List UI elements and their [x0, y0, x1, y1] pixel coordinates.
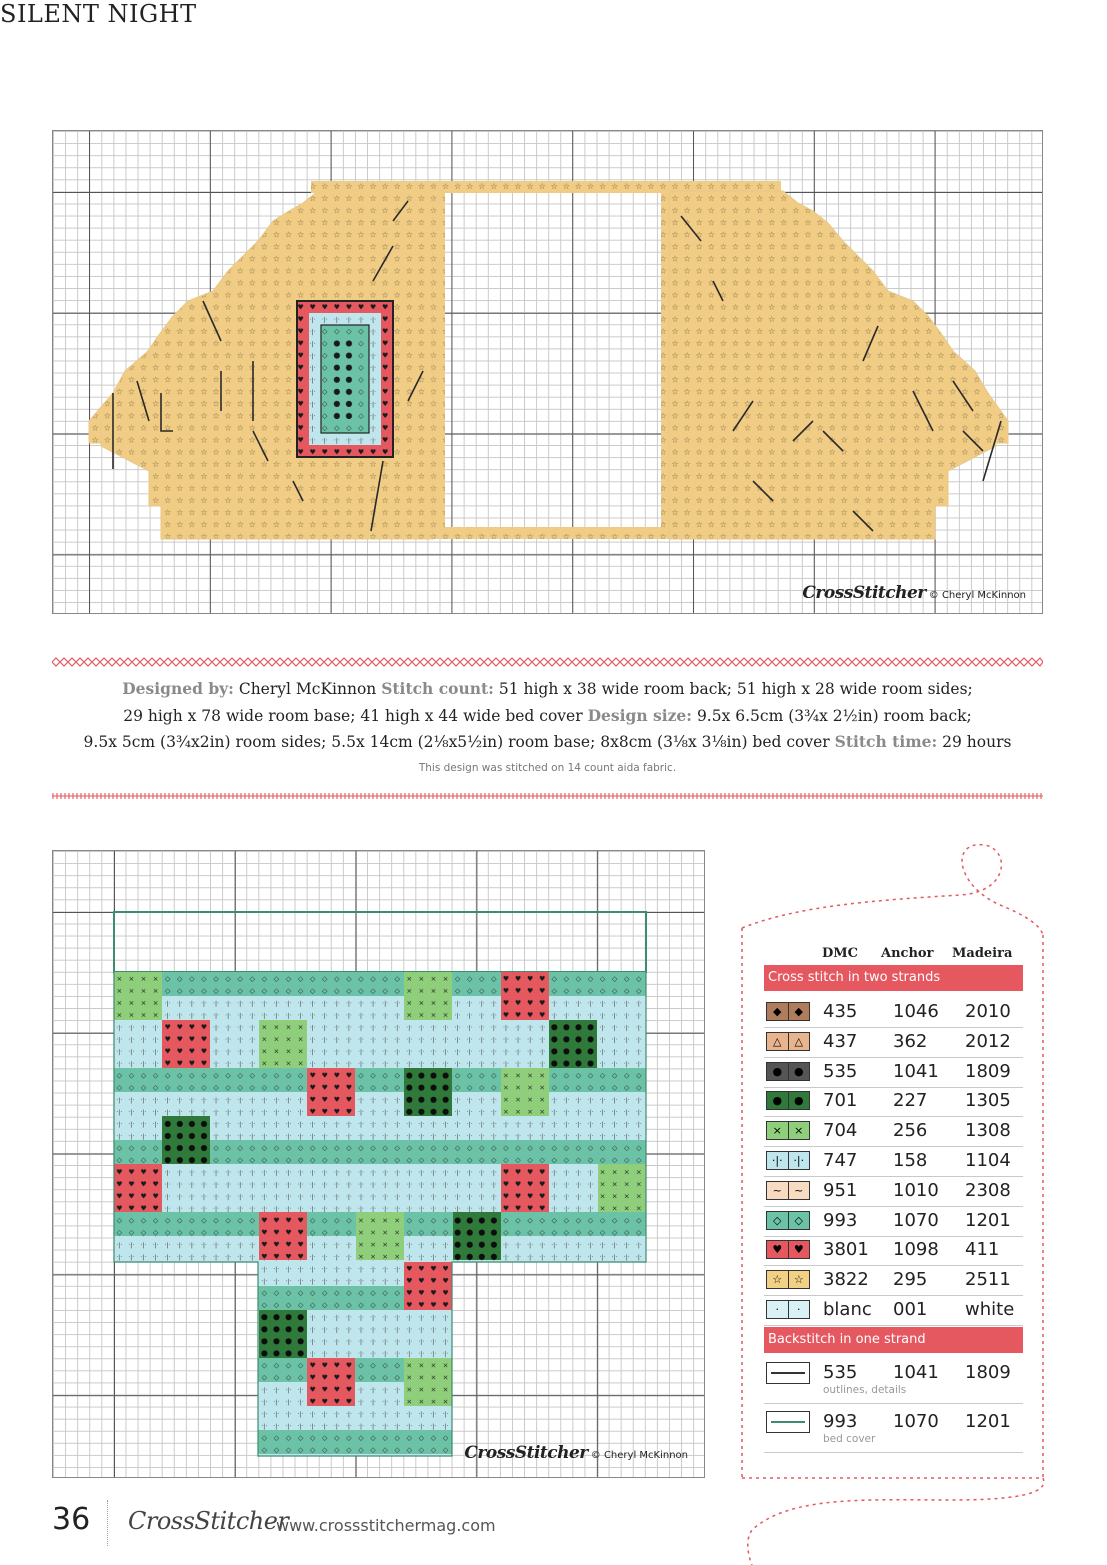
design-size-2: 9.5x 5cm (3¾x2in) room sides; 5.5x 14cm (2⅛x5½in) room base; 8x8cm (3⅛x 3⅛in) bed cover — [83, 733, 830, 751]
key-dmc-code: 535 — [823, 1060, 858, 1082]
design-size-label: Design size: — [587, 705, 692, 725]
key-madeira-code: 1201 — [965, 1209, 1011, 1231]
key-row — [764, 1237, 1023, 1266]
key-anchor-code: 295 — [893, 1269, 928, 1291]
key-dmc-code: 437 — [823, 1030, 858, 1052]
divider-bottom — [52, 791, 1043, 801]
thread-swatch — [766, 1181, 810, 1200]
key-section-cross: Cross stitch in two strands — [764, 965, 1023, 991]
key-dmc-code: 3822 — [823, 1269, 869, 1291]
swatch-symbol-icon: ·|· — [788, 1152, 810, 1169]
stitch-count-1: 51 high x 38 wide room back; 51 high x 28 wide room sides; — [498, 680, 973, 698]
key-madeira-code: 2308 — [965, 1179, 1011, 1201]
key-header-madeira: Madeira — [952, 946, 1013, 961]
chart-bed-cover — [52, 850, 705, 1478]
stitch-time-label: Stitch time: — [834, 732, 938, 751]
swatch-symbol-icon: ♥ — [767, 1241, 788, 1258]
footer-website[interactable]: www.crossstitchermag.com — [276, 1516, 496, 1535]
swatch-symbol-icon: ◆ — [788, 1003, 810, 1020]
chart-room-back-sides-drawing — [53, 131, 1044, 615]
key-anchor-code: 256 — [893, 1120, 928, 1142]
backstitch-note: outlines, details — [823, 1384, 907, 1396]
key-dmc-code: 704 — [823, 1120, 858, 1142]
designer-name: Cheryl McKinnon — [238, 680, 377, 698]
footer-separator — [107, 1500, 109, 1546]
key-row — [764, 1059, 1023, 1088]
chart-bed-cover-drawing — [53, 851, 706, 1479]
swatch-symbol-icon: ☆ — [788, 1271, 810, 1288]
key-row — [764, 1029, 1023, 1058]
room-back-frame-left — [433, 181, 445, 539]
key-dmc-code: blanc — [823, 1299, 872, 1320]
swatch-symbol-icon: ◆ — [767, 1003, 788, 1020]
key-row — [764, 999, 1023, 1028]
thread-swatch — [766, 1151, 810, 1170]
room-side-right — [669, 191, 1008, 539]
swatch-symbol-icon: ☆ — [767, 1271, 788, 1288]
bed-cover-top-outline — [114, 912, 646, 972]
key-madeira-code: 411 — [965, 1239, 1000, 1261]
stitch-count-label: Stitch count: — [381, 679, 494, 698]
thread-swatch — [766, 1300, 810, 1319]
key-row — [764, 1088, 1023, 1117]
key-madeira-code: 2010 — [965, 1001, 1011, 1022]
footer-brand-logo: CrossStitcher — [128, 1507, 289, 1535]
key-header-anchor: Anchor — [881, 946, 934, 961]
key-madeira-code: 1305 — [965, 1090, 1011, 1112]
chart-credit-top — [802, 583, 1026, 603]
key-madeira-code: 2511 — [965, 1269, 1011, 1291]
page-number: 36 — [52, 1502, 91, 1537]
swatch-symbol-icon: ● — [788, 1063, 810, 1080]
key-dmc-code: 993 — [823, 1209, 858, 1231]
key-madeira-code: 1201 — [965, 1411, 1011, 1432]
swatch-symbol-icon: ◇ — [767, 1212, 788, 1229]
swatch-symbol-icon: △ — [788, 1033, 810, 1050]
swatch-symbol-icon: × — [767, 1122, 788, 1139]
thread-swatch — [766, 1211, 810, 1230]
backstitch-swatch — [766, 1411, 810, 1433]
thread-swatch — [766, 1091, 810, 1110]
thread-swatch — [766, 1121, 810, 1140]
design-size-1: 9.5x 6.5cm (3¾x 2½in) room back; — [696, 706, 972, 725]
backstitch-swatch — [766, 1362, 810, 1384]
key-dmc-code: 747 — [823, 1150, 858, 1171]
stitch-count-2: 29 high x 78 wide room base; 41 high x 44 wide bed cover — [123, 706, 583, 725]
key-row — [764, 1178, 1023, 1207]
room-back-frame-bottom — [433, 527, 673, 539]
thread-swatch — [766, 1032, 810, 1051]
swatch-symbol-icon: ● — [767, 1092, 788, 1109]
key-dmc-code: 993 — [823, 1411, 858, 1432]
key-anchor-code: 1098 — [893, 1239, 939, 1261]
thread-swatch — [766, 1002, 810, 1021]
key-backstitch-row — [764, 1360, 1023, 1404]
key-section-backstitch: Backstitch in one strand — [764, 1327, 1023, 1353]
swatch-symbol-icon: ♥ — [788, 1241, 810, 1258]
key-anchor-code: 1070 — [893, 1411, 939, 1432]
key-anchor-code: 1041 — [893, 1362, 939, 1383]
key-header-dmc: DMC — [822, 946, 859, 961]
thread-swatch — [766, 1240, 810, 1259]
credit-brand: CrossStitcher — [464, 1443, 588, 1463]
credit-copyright: © Cheryl McKinnon — [590, 1450, 688, 1461]
key-dmc-code: 435 — [823, 1001, 858, 1022]
swatch-symbol-icon: ◇ — [788, 1212, 810, 1229]
key-anchor-code: 1010 — [893, 1179, 939, 1201]
designed-by-label: Designed by: — [122, 679, 234, 698]
key-madeira-code: 1104 — [965, 1150, 1011, 1171]
key-anchor-code: 158 — [893, 1150, 928, 1171]
key-dmc-code: 3801 — [823, 1239, 869, 1261]
swatch-symbol-icon: ·|· — [767, 1152, 788, 1169]
backstitch-note: bed cover — [823, 1433, 876, 1445]
chart-room-back-sides — [52, 130, 1043, 614]
swatch-symbol-icon: × — [788, 1122, 810, 1139]
swatch-symbol-icon: ~ — [767, 1182, 788, 1199]
key-madeira-code: 2012 — [965, 1030, 1011, 1052]
chart-credit-bottom — [464, 1443, 688, 1463]
key-dmc-code: 951 — [823, 1179, 858, 1201]
swatch-symbol-icon: ● — [767, 1063, 788, 1080]
swatch-symbol-icon: · — [788, 1301, 810, 1318]
thread-swatch — [766, 1062, 810, 1081]
key-anchor-code: 1041 — [893, 1060, 939, 1082]
key-anchor-code: 1046 — [893, 1001, 939, 1022]
divider-top — [52, 657, 1043, 667]
key-row — [764, 1148, 1023, 1177]
swatch-symbol-icon: ~ — [788, 1182, 810, 1199]
key-row — [764, 1118, 1023, 1147]
key-madeira-code: 1308 — [965, 1120, 1011, 1142]
key-madeira-code: 1809 — [965, 1060, 1011, 1082]
swatch-symbol-icon: · — [767, 1301, 788, 1318]
key-backstitch-row — [764, 1409, 1023, 1453]
credit-brand: CrossStitcher — [802, 583, 926, 603]
key-row — [764, 1297, 1023, 1326]
page-title: SILENT NIGHT — [0, 0, 197, 28]
window-dots — [333, 337, 357, 421]
key-dmc-code: 701 — [823, 1090, 858, 1112]
key-anchor-code: 227 — [893, 1090, 928, 1112]
key-madeira-code: 1809 — [965, 1362, 1011, 1383]
fabric-note: This design was stitched on 14 count aida fabric. — [418, 762, 677, 774]
credit-copyright: © Cheryl McKinnon — [928, 590, 1026, 601]
key-anchor-code: 1070 — [893, 1209, 939, 1231]
key-madeira-code: white — [965, 1299, 1015, 1320]
swatch-symbol-icon: ● — [788, 1092, 810, 1109]
key-row — [764, 1208, 1023, 1237]
design-info — [52, 676, 1043, 756]
key-dmc-code: 535 — [823, 1362, 858, 1383]
key-anchor-code: 001 — [893, 1299, 928, 1320]
swatch-symbol-icon: △ — [767, 1033, 788, 1050]
key-anchor-code: 362 — [893, 1030, 928, 1052]
stitch-time: 29 hours — [942, 733, 1012, 751]
thread-swatch — [766, 1270, 810, 1289]
key-row — [764, 1267, 1023, 1296]
